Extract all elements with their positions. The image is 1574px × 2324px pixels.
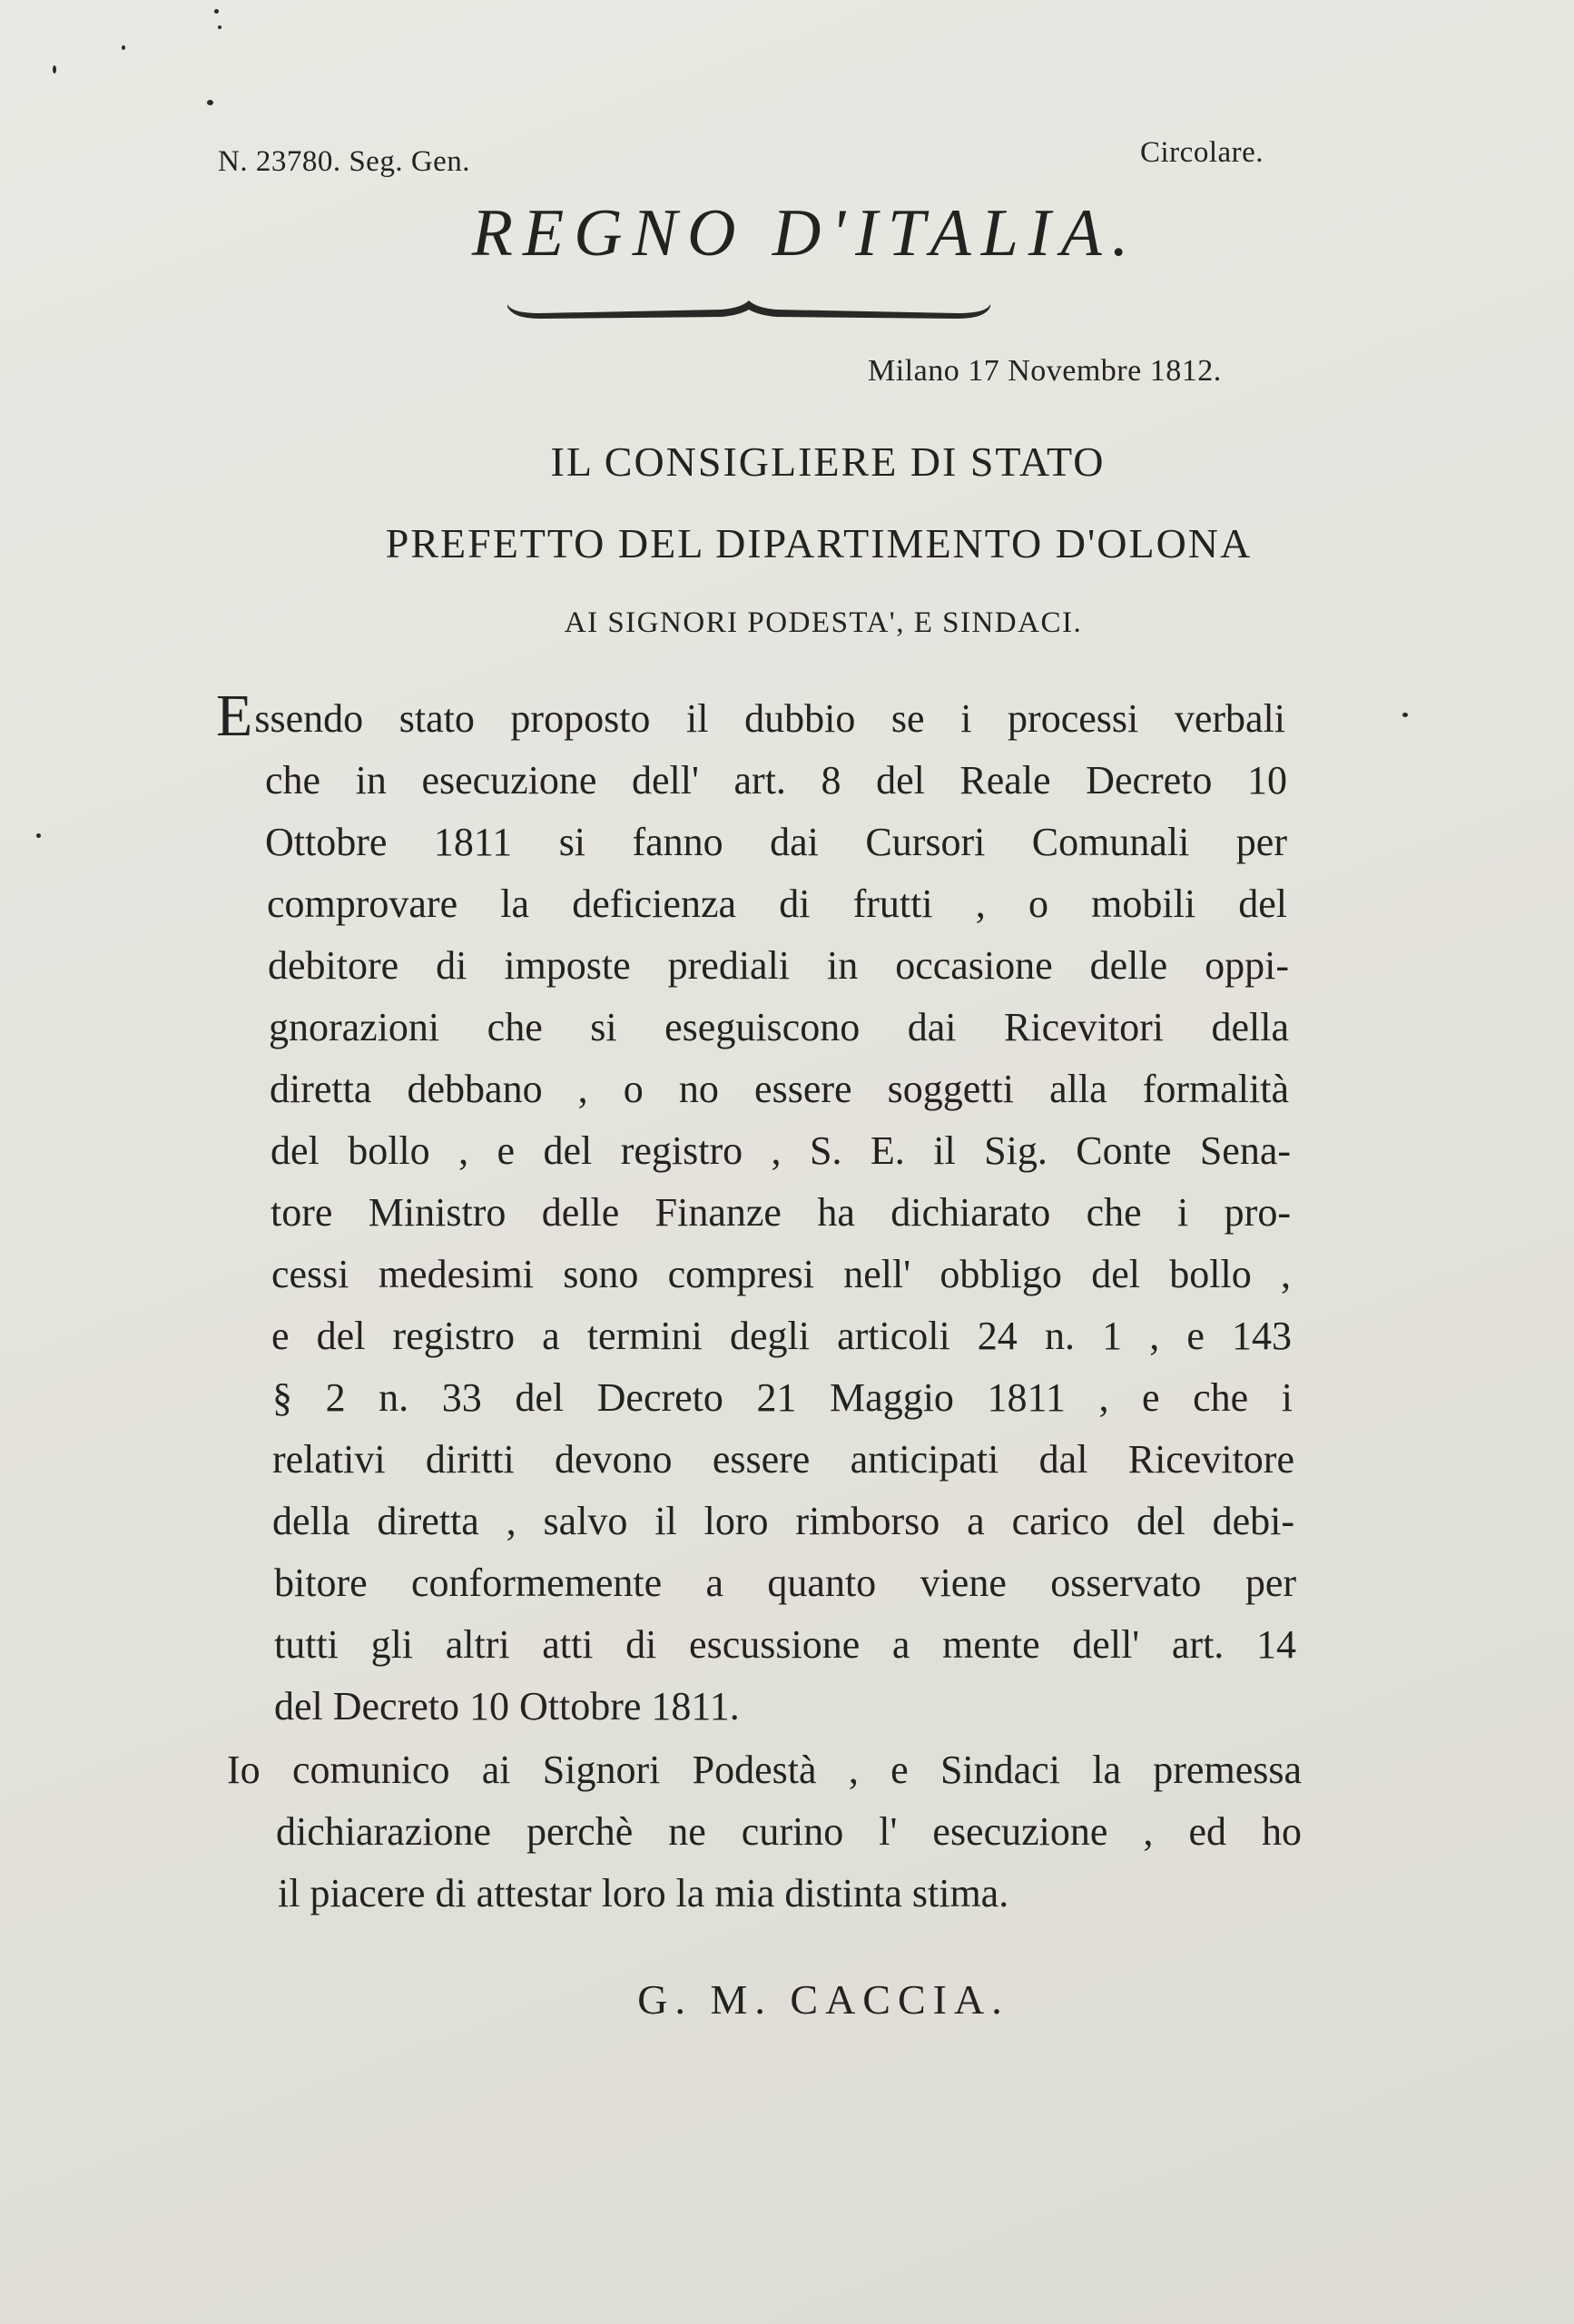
paragraph-line: diretta debbano , o no essere soggetti alla formalità: [270, 1067, 1289, 1111]
date-line: Milano 17 Novembre 1812.: [868, 354, 1222, 388]
paragraph-line: del Decreto 10 Ottobre 1811.: [274, 1684, 740, 1728]
paragraph-line: della diretta , salvo il loro rimborso a carico del debi-: [272, 1499, 1294, 1543]
paragraph-line: Ottobre 1811 si fanno dai Cursori Comunali per: [265, 820, 1287, 864]
paragraph-line: tutti gli altri atti di escussione a mente dell' art. 14: [274, 1622, 1296, 1667]
ink-speck: [36, 833, 41, 838]
paragraph-line: Io comunico ai Signori Podestà , e Sindaci la premessa: [227, 1748, 1302, 1792]
signature: G. M. CACCIA.: [637, 1976, 1009, 2023]
ink-speck: [207, 100, 213, 105]
circular-label: Circolare.: [1140, 136, 1264, 169]
paragraph-line: che in esecuzione dell' art. 8 del Reale Decreto 10: [265, 758, 1287, 803]
ink-speck: [53, 65, 56, 74]
paragraph-line: comprovare la deficienza di frutti , o mobili del: [267, 881, 1287, 926]
ink-speck: [122, 45, 125, 50]
authority-title: IL CONSIGLIERE DI STATO: [550, 438, 1106, 485]
reference-number: N. 23780. Seg. Gen.: [218, 145, 471, 178]
paragraph-line: gnorazioni che si eseguiscono dai Ricevitori della: [269, 1005, 1289, 1049]
document-title: REGNO D'ITALIA.: [471, 196, 1139, 271]
paragraph-line: relativi diritti devono essere anticipati dal Ricevitore: [272, 1437, 1294, 1482]
ornament-rule-icon: [504, 295, 994, 322]
authority-subtitle: PREFETTO DEL DIPARTIMENTO D'OLONA: [385, 520, 1253, 566]
drop-cap: E: [216, 692, 253, 749]
paragraph-line: § 2 n. 33 del Decreto 21 Maggio 1811 , e che i: [272, 1375, 1293, 1420]
paragraph-line: e del registro a termini degli articoli 24 n. 1 , e 143: [271, 1314, 1292, 1358]
paragraph-line: del bollo , e del registro , S. E. il Sig. Conte Sena-: [271, 1128, 1291, 1173]
paragraph-line: il piacere di attestar loro la mia distinta stima.: [278, 1871, 1009, 1915]
addressee-line: AI SIGNORI PODESTA', E SINDACI.: [564, 606, 1083, 639]
ink-speck: [1402, 713, 1408, 717]
paragraph-line: cessi medesimi sono compresi nell' obbligo del bollo ,: [271, 1252, 1291, 1296]
paragraph-line: bitore conformemente a quanto viene osservato per: [274, 1561, 1296, 1605]
paragraph-line: dichiarazione perchè ne curino l' esecuzione , ed ho: [276, 1809, 1302, 1854]
paragraph-line: tore Ministro delle Finanze ha dichiarato che i pro-: [271, 1190, 1291, 1235]
paragraph-line: debitore di imposte prediali in occasione delle oppi-: [268, 943, 1289, 988]
paragraph-line: Essendo stato proposto il dubbio se i processi verbali: [216, 692, 1285, 750]
ink-speck: [218, 25, 221, 29]
ink-speck: [214, 9, 219, 14]
